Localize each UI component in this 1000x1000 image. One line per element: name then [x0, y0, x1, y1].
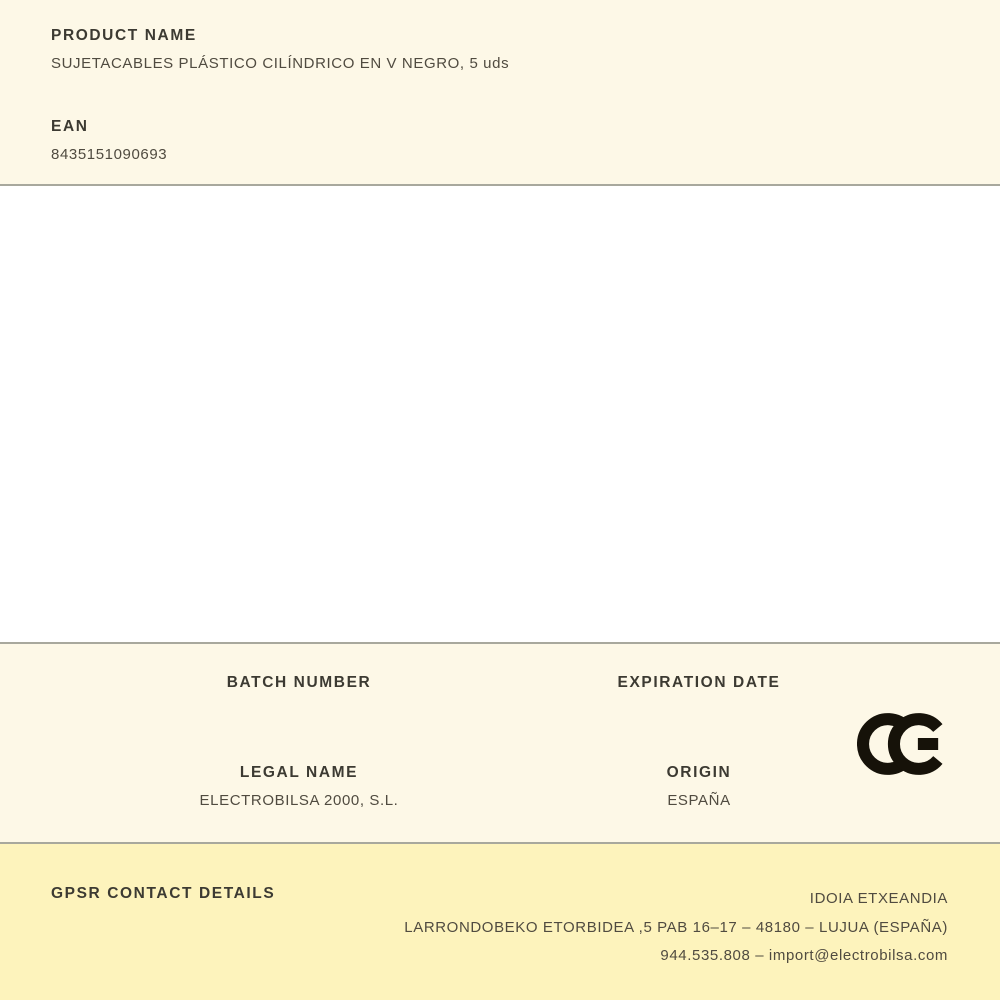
- origin-label: ORIGIN: [666, 764, 732, 781]
- ce-mark-icon: [857, 712, 943, 776]
- gpsr-contact-label: GPSR CONTACT DETAILS: [51, 885, 276, 902]
- legal-name-label: LEGAL NAME: [239, 764, 359, 781]
- ean-value: 8435151090693: [51, 146, 168, 163]
- batch-number-label: BATCH NUMBER: [226, 674, 372, 691]
- product-name-value: SUJETACABLES PLÁSTICO CILÍNDRICO EN V NEGRO, 5 uds: [51, 55, 510, 72]
- expiration-date-field: [499, 674, 899, 702]
- product-name-label: PRODUCT NAME: [51, 27, 197, 44]
- contact-person-name: IDOIA ETXEANDIA: [809, 890, 948, 907]
- origin-value: ESPAÑA: [667, 792, 731, 809]
- product-image-area: [0, 186, 1000, 642]
- ean-label: EAN: [51, 118, 89, 135]
- product-header-section: [0, 0, 1000, 184]
- batch-number-field: [99, 674, 499, 702]
- gpsr-contact-section: [0, 844, 1000, 1000]
- product-name-field: [51, 27, 949, 73]
- expiration-date-label: EXPIRATION DATE: [617, 674, 781, 691]
- legal-name-field: [99, 764, 499, 810]
- batch-info-section: [0, 644, 1000, 842]
- origin-field: [499, 764, 899, 810]
- ean-field: [51, 118, 949, 164]
- contact-address: LARRONDOBEKO ETORBIDEA ,5 PAB 16–17 – 48180 – LUJUA (ESPAÑA): [404, 918, 948, 936]
- contact-phone-email: 944.535.808 – import@electrobilsa.com: [660, 947, 948, 964]
- gpsr-contact-lines: [404, 885, 948, 971]
- legal-name-value: ELECTROBILSA 2000, S.L.: [199, 792, 399, 809]
